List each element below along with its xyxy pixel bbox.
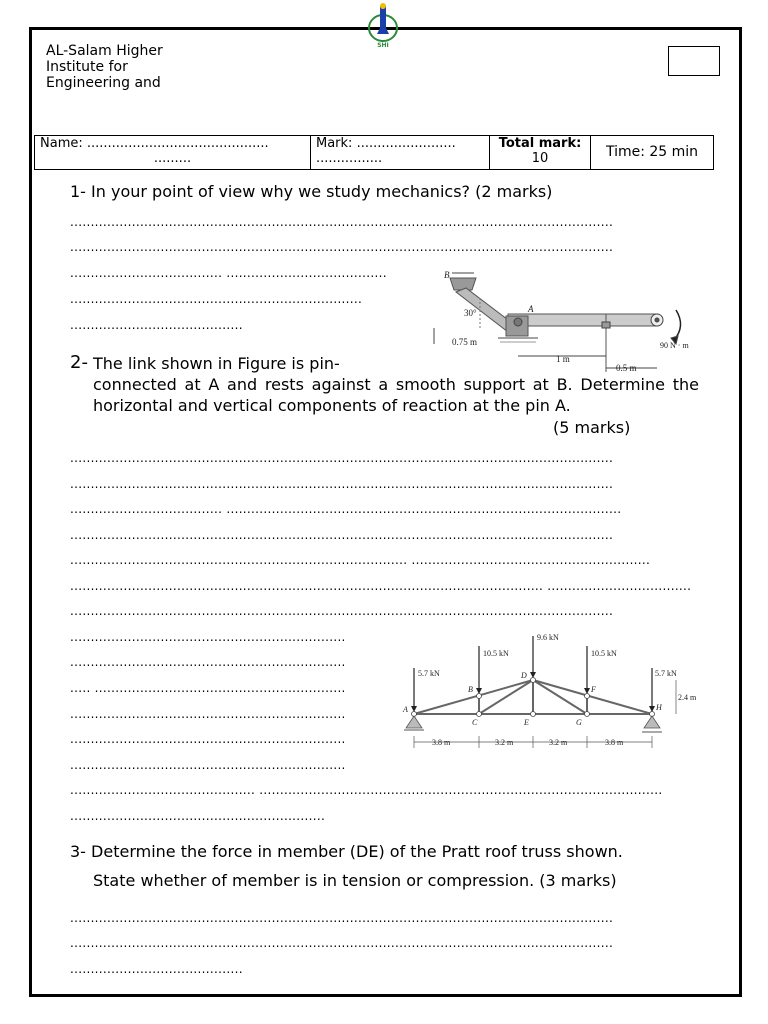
label-d3: 0.5 m <box>616 363 637 373</box>
link-figure <box>428 256 704 372</box>
institute-name: AL-Salam Higher Institute for Engineering and <box>46 43 163 91</box>
name-cell <box>35 136 311 170</box>
info-table <box>34 135 714 170</box>
joint-h: H <box>656 703 662 712</box>
answer-line: ................................................................................................................... ................................... <box>70 579 692 593</box>
answer-line: ....................................................................... <box>70 292 363 306</box>
label-angle: 30° <box>464 308 477 318</box>
load-d: 9.6 kN <box>537 633 559 642</box>
label-d1: 0.75 m <box>452 337 478 347</box>
answer-line: .................................................................................................................................... <box>70 911 614 925</box>
label-b: B <box>444 270 450 280</box>
span-2: 3.2 m <box>495 738 514 747</box>
question-3-line2: State whether of member is in tension or compression. (3 marks) <box>93 871 617 890</box>
label-a: A <box>528 304 534 314</box>
answer-line: .................................................................................................................................... <box>70 528 614 542</box>
question-2-text: connected at A and rests against a smooth support at B. Determine the horizontal and vertical components of reaction at the pin A. <box>93 375 699 415</box>
mark-label: Mark: ........................ <box>316 136 456 151</box>
answer-line: ..................................... ....................................... <box>70 266 387 280</box>
time-cell: Time: 25 min <box>591 136 714 170</box>
answer-line: .................................................................................................................................... <box>70 604 614 618</box>
answer-line: .................................................................................. .......................................................... <box>70 553 651 567</box>
answer-line: ................................................................... <box>70 758 346 772</box>
total-label: Total mark: <box>498 136 582 151</box>
truss-figure <box>400 632 696 756</box>
answer-line: ..................................... ................................................................................................ <box>70 502 622 516</box>
question-2-marks: (5 marks) <box>553 418 631 437</box>
question-3-line1: 3- Determine the force in member (DE) of the Pratt roof truss shown. <box>70 842 623 861</box>
institute-logo <box>363 0 403 50</box>
question-2-number: 2- <box>70 352 88 373</box>
answer-line: .................................................................................................................................... <box>70 936 614 950</box>
total-value: 10 <box>531 151 549 166</box>
joint-a: A <box>403 705 408 714</box>
answer-line: .......................................... <box>70 318 243 332</box>
height-label: 2.4 m <box>678 693 697 702</box>
answer-line: .................................................................................................................................... <box>70 477 614 491</box>
answer-line: .................................................................................................................................... <box>70 215 614 229</box>
joint-c: C <box>472 718 478 727</box>
name-dots: ......... <box>153 151 192 166</box>
span-4: 3.8 m <box>605 738 624 747</box>
answer-line: ................................................................... <box>70 732 346 746</box>
mark-cell <box>311 136 490 170</box>
mark-dots: ................ <box>316 151 383 166</box>
code-box <box>668 46 720 76</box>
span-1: 3.8 m <box>432 738 451 747</box>
joint-b: B <box>468 685 473 694</box>
answer-line: .............................................................. <box>70 809 326 823</box>
question-2-line1: The link shown in Figure is pin- <box>93 354 340 373</box>
label-d2: 1 m <box>556 354 570 364</box>
answer-line: ................................................................... <box>70 707 346 721</box>
joint-d: D <box>521 671 527 680</box>
name-label: Name: ............................................ <box>40 136 269 151</box>
answer-line: ................................................................... <box>70 630 346 644</box>
answer-line: .................................................................................................................................... <box>70 240 614 254</box>
question-1: 1- In your point of view why we study mechanics? (2 marks) <box>70 182 553 201</box>
logo-text: SHI <box>377 42 389 49</box>
load-f: 10.5 kN <box>591 649 617 658</box>
answer-line: .................................................................................................................................... <box>70 451 614 465</box>
span-3: 3.2 m <box>549 738 568 747</box>
answer-line: ..... ............................................................. <box>70 681 346 695</box>
answer-line: ................................................................... <box>70 655 346 669</box>
total-cell <box>490 136 591 170</box>
joint-e: E <box>524 718 529 727</box>
label-moment: 90 N · m <box>660 341 689 350</box>
joint-g: G <box>576 718 582 727</box>
load-a: 5.7 kN <box>418 669 440 678</box>
load-b: 10.5 kN <box>483 649 509 658</box>
load-h: 5.7 kN <box>655 669 677 678</box>
answer-line: ............................................. .................................................................................................. <box>70 783 663 797</box>
joint-f: F <box>591 685 596 694</box>
answer-line: .......................................... <box>70 962 243 976</box>
